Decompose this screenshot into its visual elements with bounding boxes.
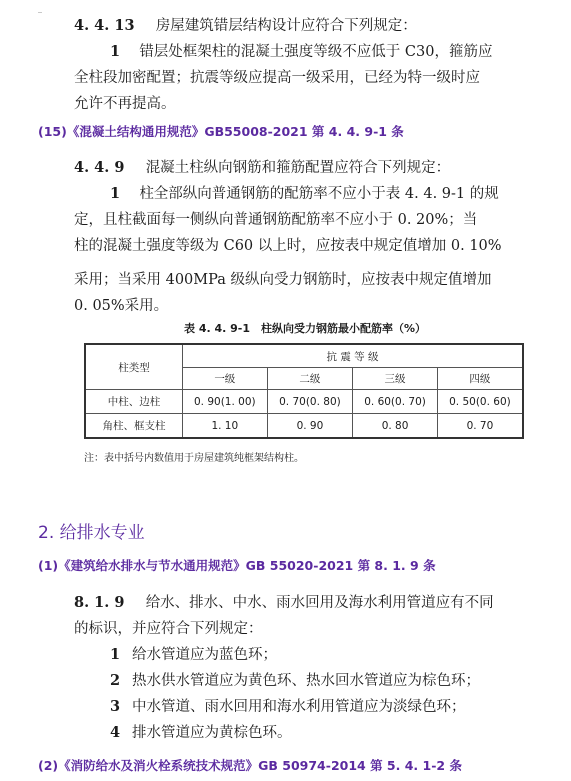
table-cell: 0. 60(0. 70) — [353, 390, 438, 414]
table-header-level: 四级 — [437, 368, 523, 390]
clause-text: 允许不再提高。 — [74, 96, 176, 112]
clause-text: 柱的混凝土强度等级为 C60 以上时，应按表中规定值增加 0. 10% — [74, 238, 502, 254]
table-cell: 0. 90 — [267, 414, 353, 439]
citation-concrete-code: (15)《混凝土结构通用规范》GB55008-2021 第 4. 4. 9-1 条 — [38, 124, 404, 139]
clause-8-1-9 — [38, 590, 494, 746]
table-cell: 0. 50(0. 60) — [437, 390, 523, 414]
table-caption: 表 4. 4. 9-1 柱纵向受力钢筋最小配筋率（%） — [184, 322, 427, 335]
table-row — [85, 390, 523, 414]
item-number: 1 — [110, 646, 121, 663]
clause-4-4-13 — [38, 13, 492, 117]
clause-text: 采用；当采用 400MPa 级纵向受力钢筋时，应按表中规定值增加 — [74, 272, 492, 288]
table-cell-type: 角柱、框支柱 — [85, 414, 183, 439]
citation-water-code: (1)《建筑给水排水与节水通用规范》GB 55020-2021 第 8. 1. 9 条 — [38, 558, 436, 573]
table-row — [85, 414, 523, 439]
table-cell: 0. 70(0. 80) — [267, 390, 353, 414]
clause-number: 8. 1. 9 — [74, 594, 125, 611]
table-note: 注：表中括号内数值用于房屋建筑纯框架结构柱。 — [84, 453, 304, 464]
clause-text: 全柱段加密配置；抗震等级应提高一级采用，已经为特一级时应 — [74, 70, 480, 86]
item-text: 给水管道应为蓝色环； — [132, 647, 277, 663]
item-number: 1 — [110, 185, 121, 202]
clause-text: 0. 05%采用。 — [74, 298, 169, 314]
list-item — [38, 720, 494, 746]
item-number: 3 — [110, 698, 121, 715]
table-header-level: 一级 — [183, 368, 268, 390]
clause-number: 4. 4. 13 — [74, 17, 135, 34]
item-number: 1 — [110, 43, 121, 60]
item-text: 中水管道、雨水回用和海水利用管道应为淡绿色环； — [132, 699, 466, 715]
clause-text: 房屋建筑错层结构设计应符合下列规定： — [155, 18, 417, 34]
citation-fire-code: (2)《消防给水及消火栓系统技术规范》GB 50974-2014 第 5. 4. 1-2 条 — [38, 758, 462, 773]
item-number: 2 — [110, 672, 121, 689]
rebar-ratio-table — [84, 343, 524, 439]
clause-number: 4. 4. 9 — [74, 159, 125, 176]
table-cell: 1. 10 — [183, 414, 268, 439]
table-header-level: 二级 — [267, 368, 353, 390]
list-item — [38, 642, 494, 668]
clause-4-4-9 — [38, 155, 502, 319]
list-item — [38, 694, 494, 720]
clause-text: 给水、排水、中水、雨水回用及海水利用管道应有不同 — [145, 595, 494, 611]
table-cell: 0. 70 — [437, 414, 523, 439]
table-cell: 0. 90(1. 00) — [183, 390, 268, 414]
table-header-seismic-grade: 抗 震 等 级 — [183, 344, 524, 368]
section-heading: 2. 给排水专业 — [38, 523, 145, 543]
item-text: 排水管道应为黄棕色环。 — [132, 725, 292, 741]
table-header-column-type: 柱类型 — [85, 344, 183, 390]
item-text: 热水供水管道应为黄色环、热水回水管道应为棕色环； — [132, 673, 480, 689]
clause-text: 错层处框架柱的混凝土强度等级不应低于 C30，箍筋应 — [139, 44, 493, 60]
clause-text: 定，且柱截面每一侧纵向普通钢筋配筋率不应小于 0. 20%；当 — [74, 212, 478, 228]
list-item — [38, 668, 494, 694]
table-cell-type: 中柱、边柱 — [85, 390, 183, 414]
clause-text: 混凝土柱纵向钢筋和箍筋配置应符合下列规定： — [145, 160, 451, 176]
item-number: 4 — [110, 724, 121, 741]
table-cell: 0. 80 — [353, 414, 438, 439]
clause-text: 的标识，并应符合下列规定： — [74, 621, 263, 637]
table-header-level: 三级 — [353, 368, 438, 390]
clause-text: 柱全部纵向普通钢筋的配筋率不应小于表 4. 4. 9-1 的规 — [139, 186, 499, 202]
